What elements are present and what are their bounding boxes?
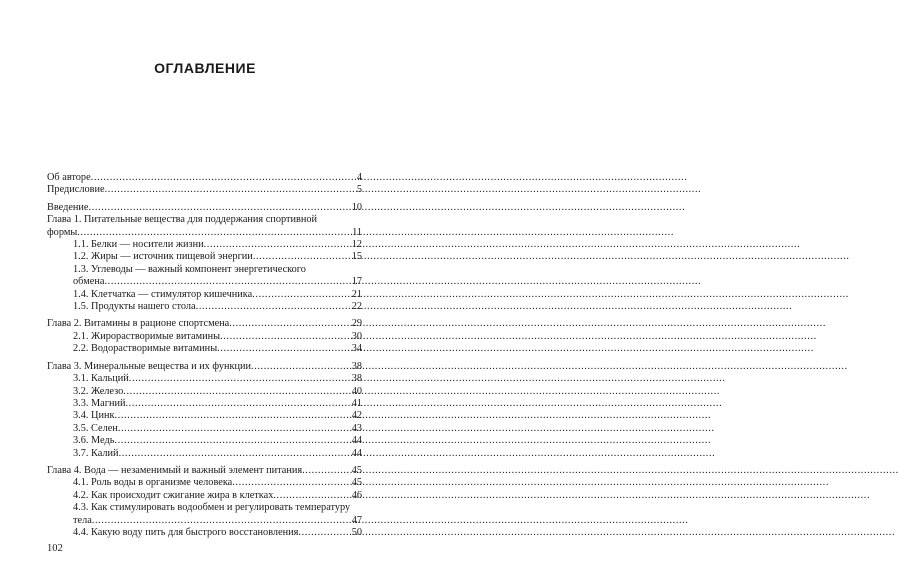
toc-section-3-7[interactable] bbox=[47, 448, 362, 460]
toc-section-1-2[interactable] bbox=[47, 251, 362, 263]
page-title: ОГЛАВЛЕНИЕ bbox=[154, 60, 256, 76]
leader-dots bbox=[251, 361, 351, 373]
toc-entry-label: 4.2. Как происходит сжигание жира в клетках bbox=[73, 489, 274, 501]
toc-entry-label: формы bbox=[47, 226, 78, 238]
toc-entry-label: 2.2. Водорастворимые витамины bbox=[73, 343, 218, 355]
leader-dots bbox=[232, 477, 350, 489]
toc-section-4-3-title[interactable]: 4.3. Как стимулировать водообмен и регулировать температуру bbox=[73, 502, 351, 514]
toc-entry-page: 15 bbox=[351, 251, 362, 263]
toc-section-1-3-title[interactable]: 1.3. Углеводы — важный компонент энергетического bbox=[73, 263, 306, 275]
toc-entry-label: Предисловие bbox=[47, 184, 105, 196]
leader-dots bbox=[91, 172, 356, 184]
toc-entry-label: 3.1. Кальций bbox=[73, 373, 129, 385]
toc-entry-page: 50 bbox=[351, 526, 362, 538]
toc-entry-page: 5 bbox=[356, 184, 362, 196]
toc-section-1-5[interactable] bbox=[47, 301, 362, 313]
toc-entry-page: 40 bbox=[351, 385, 362, 397]
toc-section-3-4[interactable] bbox=[47, 410, 362, 422]
toc-section-4-2[interactable] bbox=[47, 490, 362, 502]
toc-entry-page: 47 bbox=[351, 514, 362, 526]
leader-dots bbox=[92, 515, 351, 527]
toc-chapter-1[interactable] bbox=[47, 227, 362, 239]
toc-section-1-3[interactable] bbox=[47, 276, 362, 288]
toc-entry-page: 34 bbox=[351, 343, 362, 355]
leader-dots bbox=[253, 251, 351, 263]
leader-dots bbox=[220, 331, 351, 343]
toc-entry-page: 38 bbox=[351, 373, 362, 385]
toc-chapter-1-title[interactable]: Глава 1. Питательные вещества для поддержания спортивной bbox=[47, 214, 318, 226]
toc-entry-label: 1.5. Продукты нашего стола bbox=[73, 301, 196, 313]
toc-entry-page: 38 bbox=[351, 360, 362, 372]
toc-entry-label: 1.2. Жиры — источник пищевой энергии bbox=[73, 251, 253, 263]
toc-section-3-5[interactable] bbox=[47, 423, 362, 435]
toc-entry-label: 3.6. Медь bbox=[73, 435, 115, 447]
toc-entry-label: Об авторе bbox=[47, 172, 91, 183]
toc-entry-page: 21 bbox=[351, 288, 362, 300]
toc-entry-page: 17 bbox=[351, 276, 362, 288]
toc-entry-label: 1.1. Белки — носители жизни bbox=[73, 239, 204, 251]
toc-entry-page: 45 bbox=[351, 464, 362, 476]
toc-entry-label: Глава 3. Минеральные вещества и их функции bbox=[47, 360, 252, 372]
table-of-contents bbox=[47, 172, 362, 539]
toc-entry-label: Глава 4. Вода — незаменимый и важный элемент питания bbox=[47, 464, 303, 476]
toc-chapter-2[interactable] bbox=[47, 318, 362, 330]
toc-entry-page: 45 bbox=[351, 477, 362, 489]
toc-entry-page: 10 bbox=[351, 201, 362, 213]
leader-dots bbox=[118, 423, 351, 435]
leader-dots bbox=[104, 276, 350, 288]
toc-entry-label: обмена bbox=[73, 276, 105, 288]
leader-dots bbox=[217, 343, 351, 355]
toc-entry-intro[interactable] bbox=[47, 202, 362, 214]
leader-dots bbox=[119, 448, 351, 460]
toc-entry-page: 43 bbox=[351, 422, 362, 434]
toc-entry-page: 4 bbox=[356, 172, 362, 183]
toc-section-2-2[interactable] bbox=[47, 343, 362, 355]
leader-dots bbox=[252, 289, 350, 301]
leader-dots bbox=[298, 527, 350, 539]
toc-entry-page: 44 bbox=[351, 447, 362, 459]
toc-entry-page: 30 bbox=[351, 330, 362, 342]
leader-dots bbox=[229, 318, 350, 330]
toc-entry-page: 22 bbox=[351, 301, 362, 313]
toc-section-3-3[interactable] bbox=[47, 398, 362, 410]
toc-entry-label: Глава 2. Витамины в рационе спортсмена bbox=[47, 318, 230, 330]
leader-dots bbox=[129, 373, 351, 385]
toc-entry-label: 4.4. Какую воду пить для быстрого восстановления bbox=[73, 526, 299, 538]
leader-dots bbox=[77, 227, 351, 239]
toc-chapter-3[interactable] bbox=[47, 361, 362, 373]
toc-entry-page: 46 bbox=[351, 489, 362, 501]
toc-section-1-4[interactable] bbox=[47, 289, 362, 301]
toc-section-3-6[interactable] bbox=[47, 435, 362, 447]
leader-dots bbox=[273, 490, 350, 502]
toc-entry-label: Введение bbox=[47, 201, 89, 213]
toc-entry-page: 11 bbox=[352, 226, 362, 238]
toc-entry-label: 3.3. Магний bbox=[73, 397, 126, 409]
leader-dots bbox=[126, 398, 351, 410]
leader-dots bbox=[105, 184, 356, 196]
toc-entry-label: тела bbox=[73, 514, 92, 526]
toc-section-3-2[interactable] bbox=[47, 386, 362, 398]
leader-dots bbox=[196, 301, 351, 313]
toc-entry-page: 44 bbox=[351, 435, 362, 447]
leader-dots bbox=[123, 386, 350, 398]
toc-section-4-3[interactable] bbox=[47, 515, 362, 527]
toc-entry-label: 1.4. Клетчатка — стимулятор кишечника bbox=[73, 288, 253, 300]
toc-section-1-1[interactable] bbox=[47, 239, 362, 251]
leader-dots bbox=[302, 465, 351, 477]
toc-entry-page: 41 bbox=[351, 397, 362, 409]
toc-entry-about[interactable] bbox=[47, 172, 362, 184]
toc-entry-page: 29 bbox=[351, 318, 362, 330]
toc-entry-preface[interactable] bbox=[47, 184, 362, 196]
leader-dots bbox=[89, 202, 351, 214]
leader-dots bbox=[204, 239, 351, 251]
toc-entry-label: 3.7. Калий bbox=[73, 447, 119, 459]
toc-entry-page: 12 bbox=[351, 239, 362, 251]
toc-entry-label: 2.1. Жирорастворимые витамины bbox=[73, 330, 221, 342]
toc-entry-label: 3.2. Железо bbox=[73, 385, 124, 397]
leader-dots bbox=[114, 435, 350, 447]
toc-section-4-4[interactable] bbox=[47, 527, 362, 539]
page-number: 102 bbox=[47, 543, 63, 554]
toc-entry-label: 3.4. Цинк bbox=[73, 410, 115, 422]
toc-section-2-1[interactable] bbox=[47, 331, 362, 343]
toc-entry-label: 4.1. Роль воды в организме человека bbox=[73, 477, 233, 489]
toc-entry-page: 42 bbox=[351, 410, 362, 422]
leader-dots bbox=[114, 410, 350, 422]
toc-chapter-4[interactable] bbox=[47, 465, 362, 477]
toc-section-3-1[interactable] bbox=[47, 373, 362, 385]
toc-entry-label: 3.5. Селен bbox=[73, 422, 118, 434]
toc-section-4-1[interactable] bbox=[47, 477, 362, 489]
